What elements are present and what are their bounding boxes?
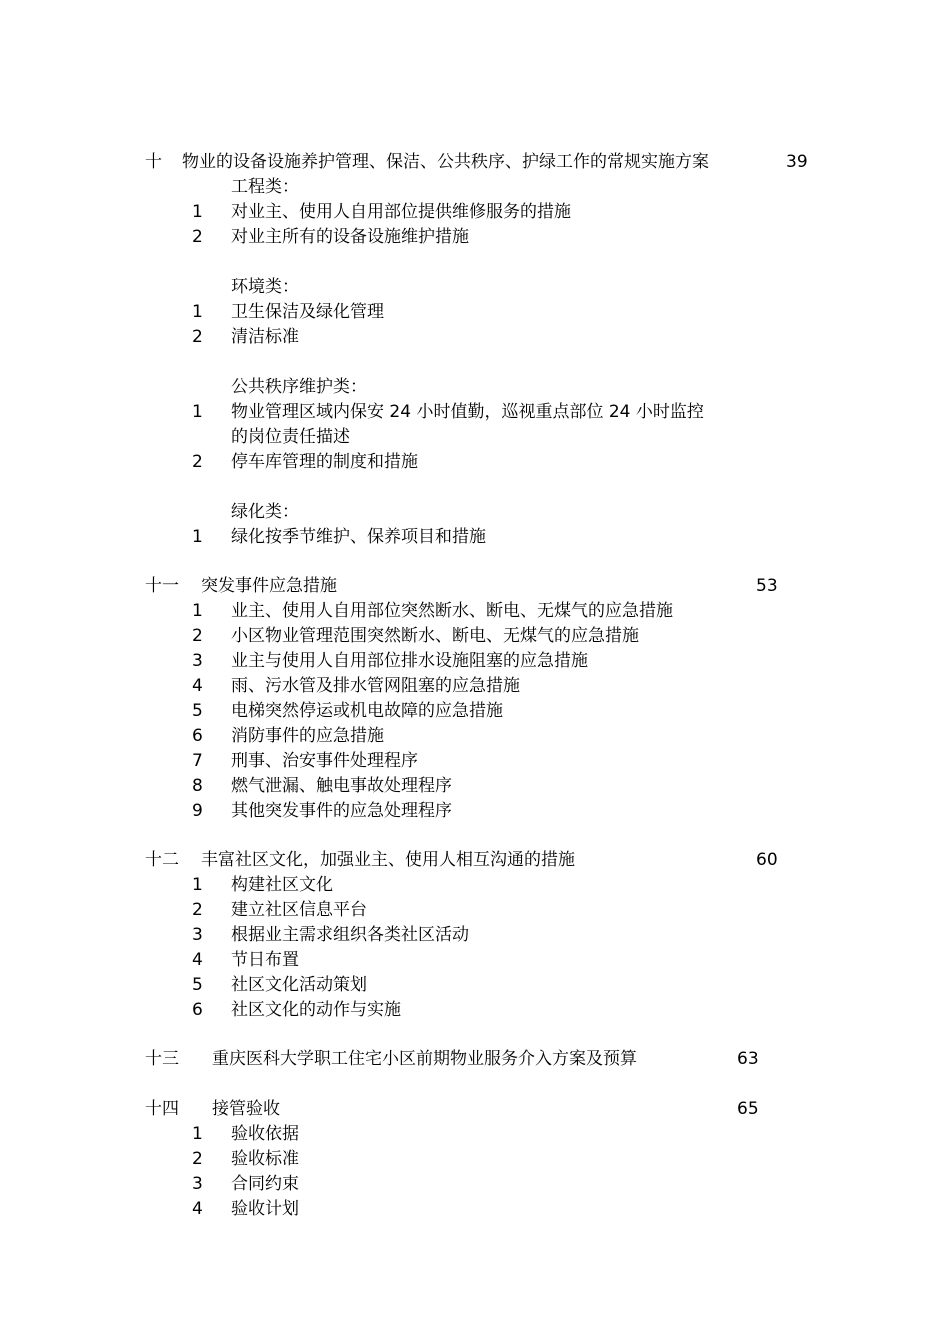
page-number: 65 [737,1099,759,1119]
item-text: 节日布置 [231,950,299,970]
section-number: 十三 [145,1049,179,1069]
section-number: 十一 [145,576,179,596]
section-title: 突发事件应急措施 [201,576,337,596]
item-number: 1 [192,875,203,895]
item-number: 1 [192,601,203,621]
item-number: 2 [192,327,203,347]
item-text: 其他突发事件的应急处理程序 [231,801,452,821]
item-number: 7 [192,751,203,771]
item-number: 3 [192,1174,203,1194]
page-number: 39 [786,152,808,172]
item-number: 6 [192,726,203,746]
item-text: 验收依据 [231,1124,299,1144]
item-text: 停车库管理的制度和措施 [231,452,418,472]
item-text: 的岗位责任描述 [231,427,350,447]
item-number: 4 [192,676,203,696]
item-number: 2 [192,227,203,247]
item-text: 小区物业管理范围突然断水、断电、无煤气的应急措施 [231,626,639,646]
item-number: 8 [192,776,203,796]
item-number: 4 [192,950,203,970]
item-text: 业主、使用人自用部位突然断水、断电、无煤气的应急措施 [231,601,673,621]
item-number: 1 [192,527,203,547]
section-title: 丰富社区文化，加强业主、使用人相互沟通的措施 [201,850,575,870]
item-text: 消防事件的应急措施 [231,726,384,746]
item-number: 1 [192,402,203,422]
item-text: 根据业主需求组织各类社区活动 [231,925,469,945]
section-title: 重庆医科大学职工住宅小区前期物业服务介入方案及预算 [212,1049,637,1069]
item-text: 社区文化的动作与实施 [231,1000,401,1020]
item-text: 卫生保洁及绿化管理 [231,302,384,322]
item-text: 构建社区文化 [231,875,333,895]
item-number: 9 [192,801,203,821]
item-number: 6 [192,1000,203,1020]
section-number: 十二 [145,850,179,870]
item-text: 社区文化活动策划 [231,975,367,995]
section-title: 物业的设备设施养护管理、保洁、公共秩序、护绿工作的常规实施方案 [182,152,709,172]
item-text: 绿化按季节维护、保养项目和措施 [231,527,486,547]
item-text: 验收标准 [231,1149,299,1169]
item-text: 合同约束 [231,1174,299,1194]
item-text: 验收计划 [231,1199,299,1219]
item-text: 业主与使用人自用部位排水设施阻塞的应急措施 [231,651,588,671]
page-number: 63 [737,1049,759,1069]
page-number: 60 [756,850,778,870]
item-text: 建立社区信息平台 [231,900,367,920]
item-number: 2 [192,900,203,920]
item-text: 物业管理区域内保安 24 小时值勤，巡视重点部位 24 小时监控 [231,402,704,422]
toc-page: 十 物业的设备设施养护管理、保洁、公共秩序、护绿工作的常规实施方案 39 工程类： 1 对业主、使用人自用部位提供维修服务的措施 2 对业主所有的设备设施维护措施 环境类： 1 卫生保洁及绿化管理 2 清洁标准 公共秩序维护类： 1 物业管理区域内保安 24 小时值勤，巡视重点部位 24 小时监控 的岗位责任描述 2 停车库管理的制度和措施 绿化类： 1 绿化按季节维护、保养项目和措施 十一 突发事件应急措施 53 1 业主、使用人自用部位突然断水、断电、无煤气的应急措施 2 小区物业管理范围突然断水、断电、无煤气的应急措施 3 业主与使用人自用部位排水设施阻塞的应急措施 4 雨、污水管及排水管网阻塞的应急措施 5 电梯突然停运或机电故障的应急措施 6 消防事件的应急措施 7 刑事、治安事件处理程序 8 燃气泄漏、触电事故处理程序 9 其他突发事件的应急处理程序 十二 丰富社区文化，加强业主、使用人相互沟通的措施 60 1 构建社区文化 2 建立社区信息平台 3 根据业主需求组织各类社区活动 4 节日布置 5 社区文化活动策划 6 社区文化的动作与实施 十三 重庆医科大学职工住宅小区前期物业服务介入方案及预算 63 十四 接管验收 65 1 验收依据 2 验收标准 3 合同约束 4 验收计划 [0,0,950,1344]
item-number: 1 [192,202,203,222]
item-number: 2 [192,626,203,646]
section-number: 十 [145,152,162,172]
item-number: 2 [192,452,203,472]
item-text: 雨、污水管及排水管网阻塞的应急措施 [231,676,520,696]
item-number: 5 [192,701,203,721]
section-number: 十四 [145,1099,179,1119]
item-text: 电梯突然停运或机电故障的应急措施 [231,701,503,721]
section-title: 接管验收 [212,1099,280,1119]
item-text: 对业主、使用人自用部位提供维修服务的措施 [231,202,571,222]
item-number: 3 [192,925,203,945]
item-number: 4 [192,1199,203,1219]
item-number: 2 [192,1149,203,1169]
item-text: 清洁标准 [231,327,299,347]
item-number: 1 [192,1124,203,1144]
item-number: 1 [192,302,203,322]
item-text: 对业主所有的设备设施维护措施 [231,227,469,247]
item-number: 3 [192,651,203,671]
item-text: 燃气泄漏、触电事故处理程序 [231,776,452,796]
page-number: 53 [756,576,778,596]
item-number: 5 [192,975,203,995]
item-text: 刑事、治安事件处理程序 [231,751,418,771]
